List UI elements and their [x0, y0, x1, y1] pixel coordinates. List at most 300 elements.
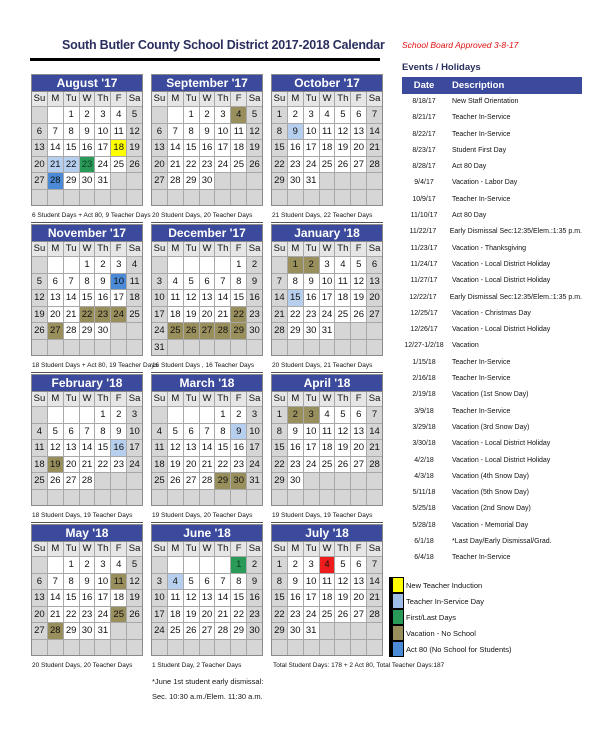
empty-cell [288, 640, 303, 656]
day-cell: 25 [320, 157, 335, 173]
month-title: October '17 [271, 74, 383, 92]
event-description: Student First Day [452, 146, 507, 154]
legend-label: Teacher In-Service Day [406, 596, 484, 606]
empty-cell [367, 173, 382, 189]
weekday-header: Su [153, 93, 166, 104]
month-summary-note: 6 Student Days + Act 80, 9 Teacher Days [32, 212, 151, 219]
day-cell: 31 [247, 473, 262, 489]
empty-cell [111, 623, 126, 639]
note-divider [31, 522, 143, 523]
event-description: Act 80 Day [452, 212, 487, 220]
day-cell: 1 [288, 257, 303, 273]
month-calendar [31, 524, 143, 656]
empty-cell [64, 190, 79, 206]
day-cell: 4 [320, 107, 335, 123]
weekday-header: M [168, 242, 183, 256]
weekday-header: Tu [64, 542, 79, 556]
day-cell: 2 [111, 407, 126, 423]
day-cell: 27 [48, 323, 63, 339]
day-cell: 20 [351, 140, 366, 156]
day-cell: 6 [32, 124, 47, 140]
month-title: September '17 [151, 74, 263, 92]
day-cell: 3 [127, 407, 142, 423]
weekday-header: M [288, 392, 303, 406]
weekday-header: Su [33, 543, 46, 554]
weekday-header: Sa [368, 393, 381, 404]
event-date: 9/4/17 [414, 179, 434, 187]
event-description: Teacher In-Service [452, 195, 511, 203]
day-cell: 13 [64, 440, 79, 456]
empty-cell [272, 640, 287, 656]
weekday-header: Sa [128, 243, 141, 254]
day-cell: 4 [168, 574, 183, 590]
day-cell: 8 [95, 424, 110, 440]
weekday-header: Tu [184, 242, 199, 256]
day-grid [31, 542, 143, 656]
empty-cell [48, 107, 63, 123]
event-date: 5/11/18 [412, 489, 436, 497]
event-date: 11/27/17 [410, 277, 438, 285]
date-column-header: Date [413, 80, 435, 91]
day-cell: 24 [152, 323, 167, 339]
day-cell: 24 [95, 157, 110, 173]
day-cell: 18 [335, 290, 350, 306]
empty-cell [335, 323, 350, 339]
day-grid [31, 242, 143, 356]
day-cell: 18 [320, 590, 335, 606]
day-cell: 2 [80, 107, 95, 123]
day-cell: 9 [288, 574, 303, 590]
weekday-header: Su [273, 543, 286, 554]
empty-cell [64, 257, 79, 273]
day-cell: 25 [320, 607, 335, 623]
weekday-header: F [111, 392, 126, 406]
day-cell: 29 [231, 623, 246, 639]
day-cell: 21 [215, 607, 230, 623]
empty-cell [168, 190, 183, 206]
day-cell: 1 [272, 107, 287, 123]
weekday-header: W [320, 92, 335, 106]
month-calendar [271, 224, 383, 356]
empty-cell [200, 190, 215, 206]
day-cell: 26 [127, 607, 142, 623]
day-cell: 24 [152, 623, 167, 639]
month-summary-note: 16 Student Days , 16 Teacher Days [152, 362, 255, 369]
event-date: 8/18/17 [412, 98, 436, 105]
day-cell: 7 [48, 574, 63, 590]
day-cell: 27 [200, 323, 215, 339]
day-cell: 31 [95, 623, 110, 639]
weekday-header: Th [337, 543, 349, 554]
weekday-header: M [168, 92, 183, 106]
weekday-header: M [288, 92, 303, 106]
event-description: Vacation - Local District Holiday [452, 277, 551, 285]
day-cell: 21 [200, 457, 215, 473]
day-cell: 12 [335, 424, 350, 440]
day-cell: 12 [184, 590, 199, 606]
day-cell: 20 [48, 307, 63, 323]
day-cell: 14 [367, 574, 382, 590]
empty-cell [152, 257, 167, 273]
day-cell: 29 [288, 323, 303, 339]
day-cell: 28 [367, 607, 382, 623]
empty-cell [335, 340, 350, 356]
day-cell: 30 [80, 623, 95, 639]
day-cell: 7 [367, 107, 382, 123]
day-cell: 3 [95, 107, 110, 123]
event-description: Vacation - Labor Day [452, 179, 518, 187]
day-cell: 21 [80, 457, 95, 473]
day-cell: 9 [95, 274, 110, 290]
empty-cell [184, 557, 199, 573]
day-cell: 4 [32, 424, 47, 440]
empty-cell [168, 557, 183, 573]
event-date: 12/22/17 [409, 293, 437, 301]
day-cell: 23 [231, 457, 246, 473]
day-cell: 9 [247, 274, 262, 290]
weekday-header: F [351, 392, 366, 406]
empty-cell [231, 340, 246, 356]
weekday-header: Tu [304, 542, 319, 556]
event-row [402, 273, 582, 289]
event-description: Vacation (2nd Snow Day) [452, 505, 531, 513]
weekday-header: Su [33, 243, 46, 254]
day-cell: 1 [64, 107, 79, 123]
day-cell: 17 [320, 290, 335, 306]
empty-cell [64, 340, 79, 356]
day-cell: 4 [111, 107, 126, 123]
month-title: June '18 [151, 524, 263, 542]
day-cell: 3 [152, 574, 167, 590]
day-cell: 23 [111, 457, 126, 473]
day-grid [151, 92, 263, 206]
events-heading: Events / Holidays [402, 62, 481, 73]
day-cell: 27 [351, 607, 366, 623]
legend-swatch [392, 577, 404, 593]
day-cell: 20 [32, 607, 47, 623]
weekday-header: Th [97, 93, 109, 104]
day-grid [31, 92, 143, 206]
event-description: Vacation (3rd Snow Day) [452, 423, 530, 431]
day-cell: 3 [247, 407, 262, 423]
day-cell: 18 [320, 440, 335, 456]
month-summary-note: 21 Student Days, 22 Teacher Days [272, 212, 373, 219]
event-row [402, 290, 582, 306]
day-cell: 29 [272, 173, 287, 189]
day-cell: 19 [335, 440, 350, 456]
event-row [402, 355, 582, 371]
day-cell: 20 [200, 307, 215, 323]
day-cell: 18 [231, 140, 246, 156]
day-cell: 27 [184, 473, 199, 489]
month-title: March '18 [151, 374, 263, 392]
day-cell: 2 [200, 107, 215, 123]
weekday-header: W [80, 542, 95, 556]
day-cell: 17 [111, 290, 126, 306]
day-cell: 29 [272, 473, 287, 489]
empty-cell [111, 323, 126, 339]
day-cell: 10 [304, 424, 319, 440]
day-cell: 31 [304, 173, 319, 189]
empty-cell [168, 257, 183, 273]
day-cell: 9 [111, 424, 126, 440]
weekday-header: Tu [304, 92, 319, 106]
day-cell: 13 [367, 274, 382, 290]
day-cell: 17 [215, 140, 230, 156]
day-cell: 1 [80, 257, 95, 273]
day-cell: 23 [288, 157, 303, 173]
day-cell: 26 [335, 457, 350, 473]
day-cell: 12 [351, 274, 366, 290]
day-cell: 23 [247, 607, 262, 623]
day-cell: 4 [111, 557, 126, 573]
empty-cell [152, 190, 167, 206]
empty-cell [32, 190, 47, 206]
weekday-header: Th [337, 93, 349, 104]
empty-cell [367, 340, 382, 356]
month-calendar [31, 74, 143, 206]
day-cell: 19 [247, 140, 262, 156]
month-summary-note: 19 Student Days, 20 Teacher Days [152, 512, 253, 519]
day-cell: 28 [48, 623, 63, 639]
day-cell: 31 [95, 173, 110, 189]
empty-cell [152, 107, 167, 123]
empty-cell [32, 257, 47, 273]
empty-cell [215, 173, 230, 189]
day-cell: 16 [80, 140, 95, 156]
empty-cell [320, 190, 335, 206]
day-cell: 6 [152, 124, 167, 140]
day-cell: 18 [127, 290, 142, 306]
day-cell: 16 [95, 290, 110, 306]
empty-cell [367, 190, 382, 206]
weekday-header: Tu [64, 92, 79, 106]
day-cell: 23 [288, 607, 303, 623]
day-cell: 9 [288, 424, 303, 440]
note-divider [271, 372, 383, 373]
day-cell: 15 [64, 590, 79, 606]
day-cell: 16 [200, 140, 215, 156]
event-date: 3/9/18 [414, 407, 434, 415]
event-description: New Staff Orientation [452, 98, 519, 105]
event-description: Vacation - Christmas Day [452, 309, 531, 317]
day-cell: 12 [48, 440, 63, 456]
empty-cell [95, 190, 110, 206]
day-cell: 29 [231, 323, 246, 339]
weekday-header: Su [153, 543, 166, 554]
day-cell: 25 [168, 623, 183, 639]
event-description: Early Dismissal Sec:12:35/Elem.:1:35 p.m. [449, 228, 582, 236]
day-cell: 27 [200, 623, 215, 639]
event-date: 11/22/17 [409, 228, 437, 236]
day-cell: 11 [168, 290, 183, 306]
day-cell: 5 [247, 107, 262, 123]
weekday-header: Sa [368, 93, 381, 104]
event-description: Teacher In-Service [452, 375, 511, 383]
day-cell: 20 [184, 457, 199, 473]
event-date: 6/4/18 [414, 554, 434, 562]
weekday-header: Sa [368, 243, 381, 254]
day-cell: 3 [111, 257, 126, 273]
day-cell: 2 [247, 557, 262, 573]
day-cell: 4 [320, 407, 335, 423]
day-cell: 16 [80, 590, 95, 606]
empty-cell [200, 490, 215, 506]
weekday-header: Sa [248, 243, 261, 254]
day-cell: 26 [48, 473, 63, 489]
weekday-header: F [231, 92, 246, 106]
weekday-header: Tu [184, 392, 199, 406]
events-table-header [402, 77, 582, 94]
day-cell: 28 [64, 323, 79, 339]
day-cell: 16 [288, 140, 303, 156]
weekday-header: Su [273, 243, 286, 254]
day-cell: 26 [127, 157, 142, 173]
month-calendar [151, 74, 263, 206]
empty-cell [247, 640, 262, 656]
empty-cell [111, 490, 126, 506]
weekday-header: W [80, 92, 95, 106]
month-summary-note: 20 Student Days, 20 Teacher Days [152, 212, 253, 219]
day-cell: 2 [288, 107, 303, 123]
june-note-line-2: Sec. 10:30 a.m./Elem. 11:30 a.m. [152, 692, 263, 701]
weekday-header: Th [217, 93, 229, 104]
day-cell: 15 [231, 290, 246, 306]
day-cell: 14 [48, 590, 63, 606]
empty-cell [335, 623, 350, 639]
day-cell: 4 [320, 557, 335, 573]
empty-cell [304, 190, 319, 206]
day-cell: 8 [64, 124, 79, 140]
empty-cell [231, 173, 246, 189]
empty-cell [272, 257, 287, 273]
weekday-header: Th [337, 243, 349, 254]
day-cell: 19 [351, 290, 366, 306]
legend-label: Vacation - No School [406, 628, 476, 638]
empty-cell [272, 340, 287, 356]
day-cell: 17 [127, 440, 142, 456]
day-cell: 21 [64, 307, 79, 323]
day-cell: 11 [320, 574, 335, 590]
day-cell: 12 [335, 574, 350, 590]
empty-cell [111, 190, 126, 206]
day-cell: 7 [215, 274, 230, 290]
empty-cell [127, 340, 142, 356]
day-cell: 26 [184, 323, 199, 339]
empty-cell [367, 490, 382, 506]
legend-swatch [392, 593, 404, 609]
day-cell: 11 [320, 124, 335, 140]
day-cell: 29 [215, 473, 230, 489]
empty-cell [351, 623, 366, 639]
day-cell: 30 [247, 623, 262, 639]
weekday-header: Su [273, 393, 286, 404]
empty-cell [48, 640, 63, 656]
note-divider [31, 222, 143, 223]
empty-cell [127, 640, 142, 656]
empty-cell [247, 190, 262, 206]
day-cell: 15 [272, 140, 287, 156]
day-cell: 19 [127, 590, 142, 606]
weekday-header: Sa [128, 393, 141, 404]
weekday-header: W [200, 542, 215, 556]
month-summary-note: Total Student Days: 178 + 2 Act 80, Total Teacher Days:187 [273, 662, 445, 669]
legend-label: First/Last Days [406, 612, 457, 622]
day-cell: 5 [335, 557, 350, 573]
weekday-header: M [48, 242, 63, 256]
day-cell: 28 [200, 473, 215, 489]
empty-cell [200, 407, 215, 423]
day-cell: 17 [95, 140, 110, 156]
legend-swatch [392, 609, 404, 625]
empty-cell [335, 190, 350, 206]
day-cell: 14 [168, 140, 183, 156]
day-cell: 21 [48, 157, 63, 173]
weekday-header: Th [97, 543, 109, 554]
month-summary-note: 1 Student Day, 2 Teacher Days [152, 662, 242, 669]
event-description: Act 80 Day [452, 163, 487, 171]
event-row [402, 387, 582, 403]
day-cell: 24 [304, 607, 319, 623]
day-cell: 25 [320, 457, 335, 473]
empty-cell [184, 490, 199, 506]
empty-cell [304, 340, 319, 356]
day-grid [151, 242, 263, 356]
day-cell: 6 [200, 574, 215, 590]
empty-cell [168, 640, 183, 656]
empty-cell [247, 340, 262, 356]
event-description: Vacation - Thanksgiving [452, 244, 527, 252]
empty-cell [351, 190, 366, 206]
empty-cell [231, 640, 246, 656]
day-cell: 10 [304, 124, 319, 140]
note-divider [271, 222, 383, 223]
day-cell: 3 [152, 274, 167, 290]
day-cell: 12 [184, 290, 199, 306]
day-cell: 21 [215, 307, 230, 323]
empty-cell [215, 257, 230, 273]
day-cell: 6 [64, 424, 79, 440]
day-cell: 5 [32, 274, 47, 290]
day-cell: 11 [335, 274, 350, 290]
empty-cell [48, 490, 63, 506]
note-divider [31, 372, 143, 373]
day-cell: 26 [335, 607, 350, 623]
day-cell: 25 [111, 157, 126, 173]
day-cell: 28 [80, 473, 95, 489]
day-cell: 27 [351, 157, 366, 173]
empty-cell [168, 407, 183, 423]
day-cell: 22 [64, 607, 79, 623]
day-cell: 6 [351, 107, 366, 123]
weekday-header: W [320, 542, 335, 556]
day-cell: 13 [200, 590, 215, 606]
empty-cell [320, 490, 335, 506]
day-cell: 19 [48, 457, 63, 473]
weekday-header: M [288, 242, 303, 256]
empty-cell [32, 640, 47, 656]
empty-cell [48, 257, 63, 273]
empty-cell [152, 557, 167, 573]
empty-cell [80, 640, 95, 656]
event-date: 4/3/18 [414, 472, 434, 480]
empty-cell [48, 557, 63, 573]
day-cell: 22 [288, 307, 303, 323]
day-cell: 21 [168, 157, 183, 173]
event-row [402, 338, 582, 354]
empty-cell [351, 323, 366, 339]
empty-cell [152, 490, 167, 506]
